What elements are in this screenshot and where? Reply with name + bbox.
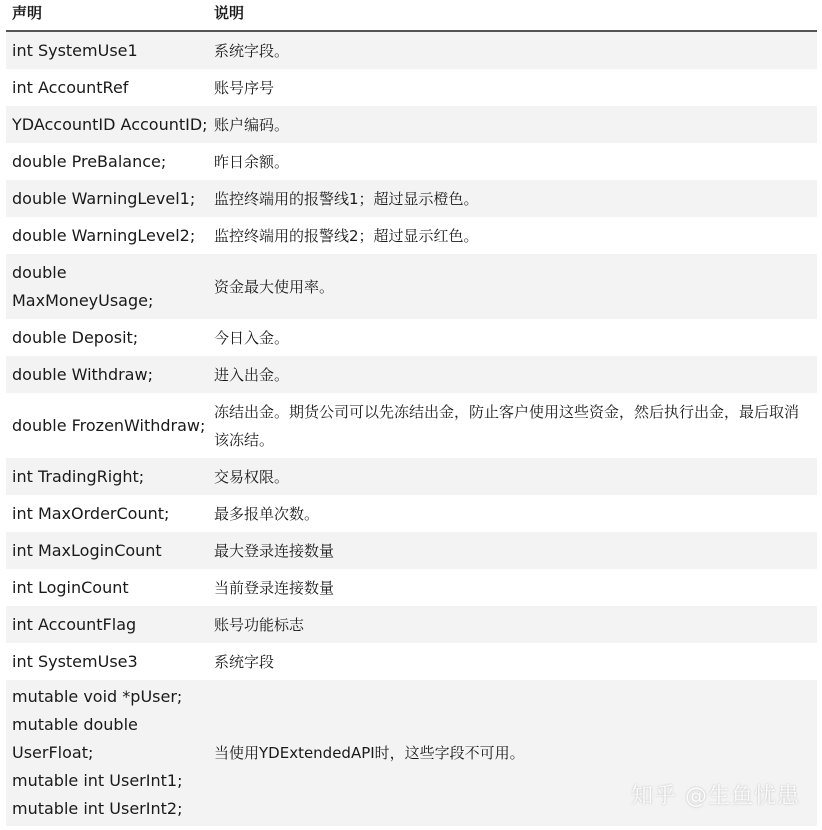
table-row — [6, 254, 817, 319]
declaration-cell — [6, 259, 206, 315]
description-cell: 监控终端用的报警线1；超过显示橙色。 — [214, 189, 479, 208]
description-cell: 冻结出金。期货公司可以先冻结出金，防止客户使用这些资金，然后执行出金，最后取消该冻结。 — [214, 402, 800, 449]
declaration-cell — [6, 611, 206, 639]
table-row — [6, 495, 817, 532]
declaration-cell — [6, 222, 206, 250]
table-row — [6, 606, 817, 643]
declaration-line: double WarningLevel2; — [12, 225, 196, 245]
field-table — [6, 0, 817, 826]
zhihu-watermark: 知乎 @生鱼忧患 — [631, 784, 800, 809]
table-row — [6, 32, 817, 69]
declaration-cell — [6, 683, 206, 823]
description-cell: 系统字段 — [214, 652, 275, 671]
declaration-line: YDAccountID AccountID; — [12, 114, 208, 134]
declaration-cell — [6, 361, 206, 389]
header-declaration: 声明 — [12, 4, 43, 22]
table-row — [6, 319, 817, 356]
description-cell: 昨日余额。 — [214, 152, 290, 171]
table-row — [6, 393, 817, 458]
declaration-line: int AccountRef — [12, 77, 129, 97]
declaration-cell — [6, 574, 206, 602]
description-cell: 当使用YDExtendedAPI时，这些字段不可用。 — [214, 744, 525, 762]
declaration-line: int SystemUse1 — [12, 40, 138, 60]
declaration-cell — [6, 185, 206, 213]
description-cell: 资金最大使用率。 — [214, 277, 335, 296]
declaration-line: int AccountFlag — [12, 614, 137, 634]
description-cell: 最多报单次数。 — [214, 504, 320, 523]
description-cell: 当前登录连接数量 — [214, 578, 335, 597]
table-row — [6, 180, 817, 217]
declaration-line: double — [12, 262, 67, 282]
declaration-line: int SystemUse3 — [12, 651, 138, 671]
table-row — [6, 643, 817, 680]
declaration-line: double WarningLevel1; — [12, 188, 196, 208]
description-cell: 账户编码。 — [214, 115, 290, 134]
declaration-line: mutable double — [12, 715, 138, 734]
description-cell: 账号序号 — [214, 78, 275, 97]
declaration-cell — [6, 37, 206, 65]
declaration-line: int MaxLoginCount — [12, 540, 162, 560]
declaration-line: double Deposit; — [12, 327, 139, 347]
declaration-line: int MaxOrderCount; — [12, 503, 170, 523]
declaration-line: double FrozenWithdraw; — [12, 415, 206, 435]
declaration-line: mutable int UserInt2; — [12, 799, 183, 818]
table-row — [6, 532, 817, 569]
description-cell: 最大登录连接数量 — [214, 541, 335, 560]
declaration-cell — [6, 74, 206, 102]
declaration-line: double PreBalance; — [12, 151, 167, 171]
table-row — [6, 217, 817, 254]
declaration-line: mutable int UserInt1; — [12, 771, 183, 790]
description-cell: 交易权限。 — [214, 467, 290, 486]
declaration-cell — [6, 648, 206, 676]
table-row — [6, 356, 817, 393]
header-description: 说明 — [214, 4, 245, 22]
description-cell: 今日入金。 — [214, 328, 290, 347]
declaration-line: int LoginCount — [12, 577, 129, 597]
declaration-cell — [6, 537, 206, 565]
description-cell: 账号功能标志 — [214, 615, 305, 634]
table-header — [6, 0, 817, 32]
declaration-cell — [6, 412, 206, 440]
table-body — [6, 32, 817, 826]
description-cell: 进入出金。 — [214, 365, 290, 384]
declaration-line: MaxMoneyUsage; — [12, 290, 154, 310]
table-row — [6, 458, 817, 495]
declaration-line: UserFloat; — [12, 743, 94, 762]
declaration-cell — [6, 463, 206, 491]
declaration-cell — [6, 111, 206, 139]
table-row — [6, 106, 817, 143]
declaration-line: mutable void *pUser; — [12, 687, 183, 706]
description-cell: 监控终端用的报警线2；超过显示红色。 — [214, 226, 479, 245]
declaration-line: int TradingRight; — [12, 466, 145, 486]
table-row — [6, 143, 817, 180]
table-row — [6, 69, 817, 106]
declaration-line: double Withdraw; — [12, 364, 153, 384]
declaration-cell — [6, 148, 206, 176]
description-cell: 系统字段。 — [214, 41, 290, 60]
declaration-cell — [6, 500, 206, 528]
table-row — [6, 569, 817, 606]
declaration-cell — [6, 324, 206, 352]
